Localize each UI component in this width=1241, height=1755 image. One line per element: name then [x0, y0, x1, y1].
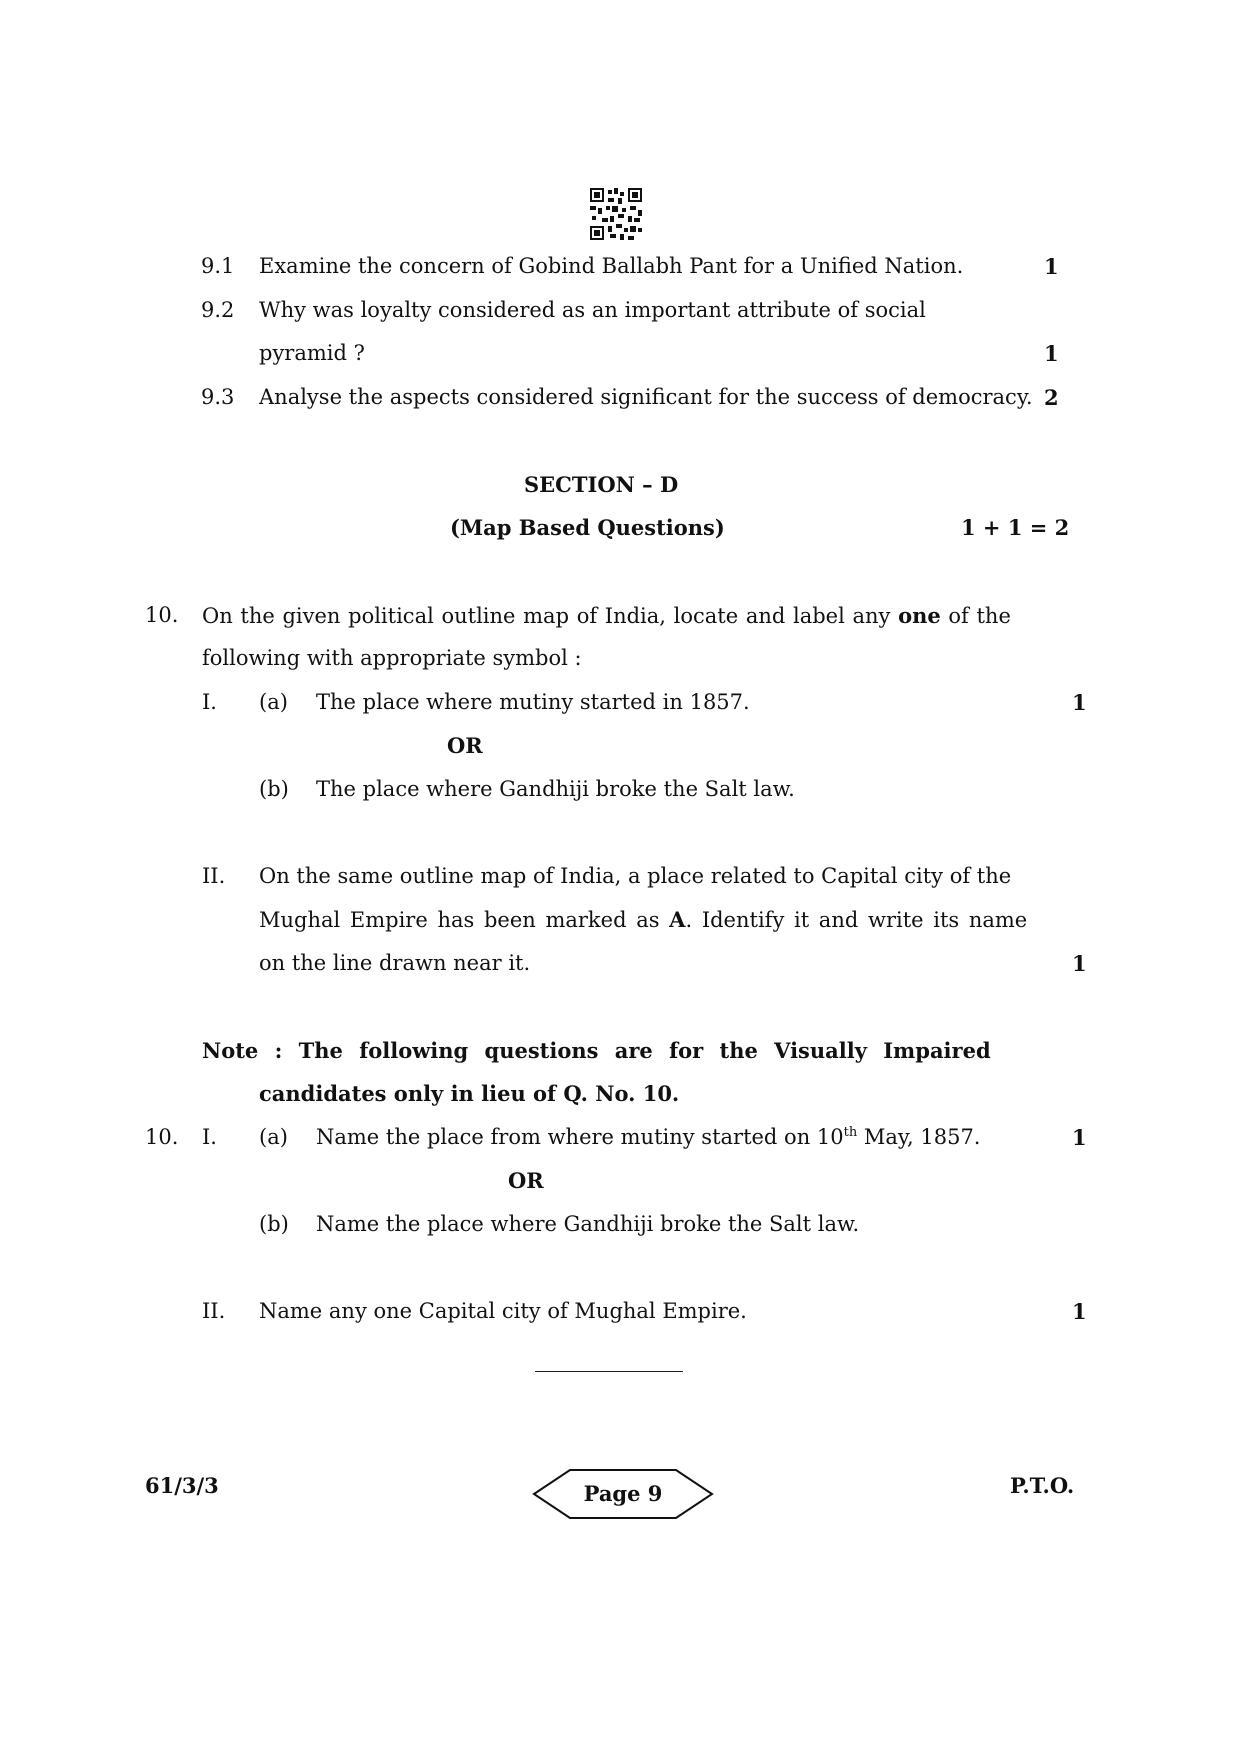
- q10-part1a-label: (a): [259, 690, 288, 714]
- q10-part2-line1: On the same outline map of India, a place related to Capital city of the: [259, 864, 1012, 888]
- q10-vi-a-label: (a): [259, 1125, 288, 1149]
- q10-intro-bold: one: [898, 603, 941, 628]
- q10-part2-number: II.: [202, 864, 226, 888]
- q10-part2-marker-a: A: [669, 907, 686, 932]
- q10-intro-line2: following with appropriate symbol :: [202, 646, 582, 670]
- q10-vi-b-text: Name the place where Gandhiji broke the Salt law.: [316, 1212, 860, 1236]
- q10-part1b-label: (b): [259, 777, 289, 801]
- note-line2: candidates only in lieu of Q. No. 10.: [259, 1081, 680, 1106]
- q10-vi-part2-marks: 1: [1072, 1299, 1087, 1324]
- q9-2-text-line1: Why was loyalty considered as an important attribute of social: [259, 298, 926, 322]
- q10-vi-or: OR: [508, 1168, 544, 1193]
- q9-1-marks: 1: [1044, 254, 1059, 279]
- q9-3-marks: 2: [1044, 385, 1059, 410]
- q10-vi-a-text: Name the place from where mutiny started on 10th May, 1857.: [316, 1125, 981, 1149]
- q10-vi-part2-number: II.: [202, 1299, 226, 1323]
- section-title: SECTION – D: [524, 472, 679, 497]
- q10-vi-number: 10.: [145, 1125, 179, 1149]
- section-subtitle: (Map Based Questions): [450, 515, 725, 540]
- page-number: Page 9: [583, 1481, 663, 1506]
- q10-vi-b-label: (b): [259, 1212, 289, 1236]
- q10-vi-part2-text: Name any one Capital city of Mughal Empire.: [259, 1299, 747, 1323]
- note-line1: Note : The following questions are for the Visually Impaired: [202, 1038, 991, 1063]
- q10-part2-line2: Mughal Empire has been marked as A. Identify it and write its name: [259, 907, 1028, 932]
- q10-or: OR: [447, 733, 483, 758]
- q10-part1-number: I.: [202, 690, 217, 714]
- q10-vi-part1-number: I.: [202, 1125, 217, 1149]
- qr-code-icon: [590, 188, 642, 240]
- page-number-badge: [532, 1468, 714, 1520]
- pto-label: P.T.O.: [1010, 1473, 1075, 1498]
- q9-1-number: 9.1: [201, 254, 235, 278]
- q9-2-text-line2: pyramid ?: [259, 341, 365, 365]
- q9-2-number: 9.2: [201, 298, 235, 322]
- q10-intro-line1: On the given political outline map of India, locate and label any one of the: [202, 603, 1011, 628]
- q10-vi-a-marks: 1: [1072, 1125, 1087, 1150]
- q9-3-text: Analyse the aspects considered significant for the success of democracy.: [259, 385, 1033, 409]
- q10-part1b-text: The place where Gandhiji broke the Salt law.: [316, 777, 795, 801]
- q10-part2-marks: 1: [1072, 951, 1087, 976]
- section-marks: 1 + 1 = 2: [961, 515, 1070, 540]
- q10-part1a-text: The place where mutiny started in 1857.: [316, 690, 750, 714]
- q10-part1a-marks: 1: [1072, 690, 1087, 715]
- q9-3-number: 9.3: [201, 385, 235, 409]
- q9-2-marks: 1: [1044, 341, 1059, 366]
- end-divider: [535, 1371, 683, 1372]
- q10-number: 10.: [145, 603, 179, 627]
- paper-code: 61/3/3: [145, 1473, 219, 1498]
- q9-1-text: Examine the concern of Gobind Ballabh Pant for a Unified Nation.: [259, 254, 964, 278]
- q10-part2-line3: on the line drawn near it.: [259, 951, 531, 975]
